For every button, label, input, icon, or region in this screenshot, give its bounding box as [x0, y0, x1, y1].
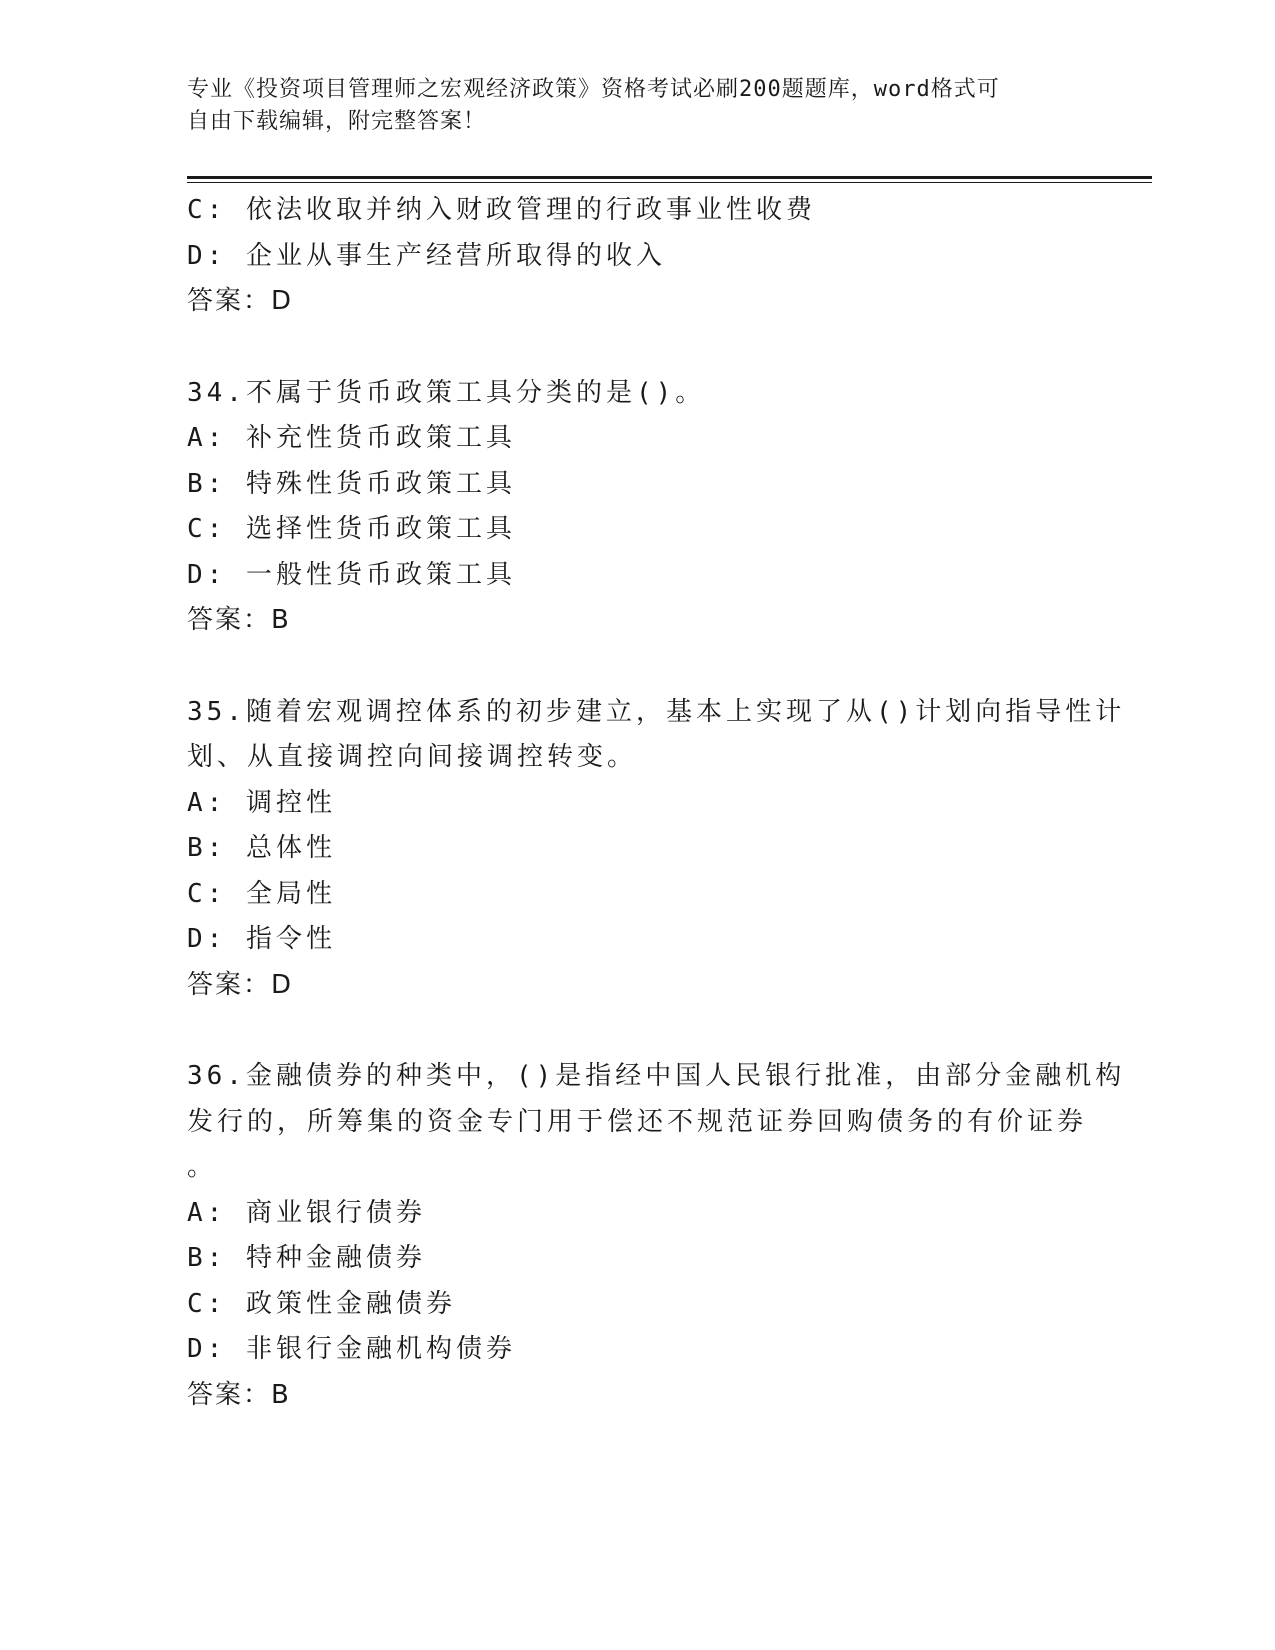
- spacer: [187, 325, 1087, 371]
- option-c: C: 政策性金融债券: [187, 1288, 456, 1319]
- option-a: A: 商业银行债券: [187, 1197, 426, 1228]
- question-stem-line: 36.金融债券的种类中，()是指经中国人民银行批准，由部分金融机构: [187, 1061, 1126, 1091]
- option-a: A: 补充性货币政策工具: [187, 423, 516, 453]
- header-line-1: 专业《投资项目管理师之宏观经济政策》资格考试必刷200题题库，word格式可: [187, 77, 1000, 102]
- answer-line: 答案：D: [187, 286, 294, 316]
- answer-line: 答案：D: [187, 969, 294, 1000]
- question-stem-line: 34.不属于货币政策工具分类的是()。: [187, 377, 706, 408]
- answer-line: 答案：B: [187, 605, 291, 635]
- question-34: [187, 371, 1087, 644]
- option-a: A: 调控性: [187, 787, 336, 818]
- option-c: C: 依法收取并纳入财政管理的行政事业性收费: [187, 195, 816, 225]
- option-b: B: 总体性: [187, 833, 336, 863]
- question-36: [187, 1054, 1126, 1418]
- option-d: D: 非银行金融机构债券: [187, 1334, 516, 1364]
- header-divider-thick: [187, 176, 1152, 179]
- question-stem-line: 发行的，所筹集的资金专门用于偿还不规范证券回购债务的有价证券: [187, 1106, 1088, 1137]
- question-stem-line: 。: [187, 1152, 218, 1182]
- spacer: [187, 1008, 1087, 1054]
- option-b: B: 特殊性货币政策工具: [187, 468, 516, 499]
- header-line-2: 自由下载编辑，附完整答案！: [187, 109, 487, 134]
- previous-question-tail: [187, 188, 1087, 325]
- question-stem-line: 划、从直接调控向间接调控转变。: [187, 742, 638, 772]
- document-header: [187, 74, 1067, 138]
- option-c: C: 选择性货币政策工具: [187, 514, 516, 544]
- option-b: B: 特种金融债券: [187, 1243, 426, 1273]
- spacer: [187, 644, 1087, 690]
- option-d: D: 一般性货币政策工具: [187, 559, 516, 590]
- question-35: [187, 690, 1126, 1009]
- option-d: D: 指令性: [187, 924, 336, 954]
- option-c: C: 全局性: [187, 878, 336, 909]
- option-d: D: 企业从事生产经营所取得的收入: [187, 240, 666, 271]
- answer-line: 答案：B: [187, 1379, 291, 1410]
- header-divider-thin: [187, 182, 1152, 183]
- question-content: [187, 188, 1126, 1418]
- question-stem-line: 35.随着宏观调控体系的初步建立，基本上实现了从()计划向指导性计: [187, 696, 1126, 727]
